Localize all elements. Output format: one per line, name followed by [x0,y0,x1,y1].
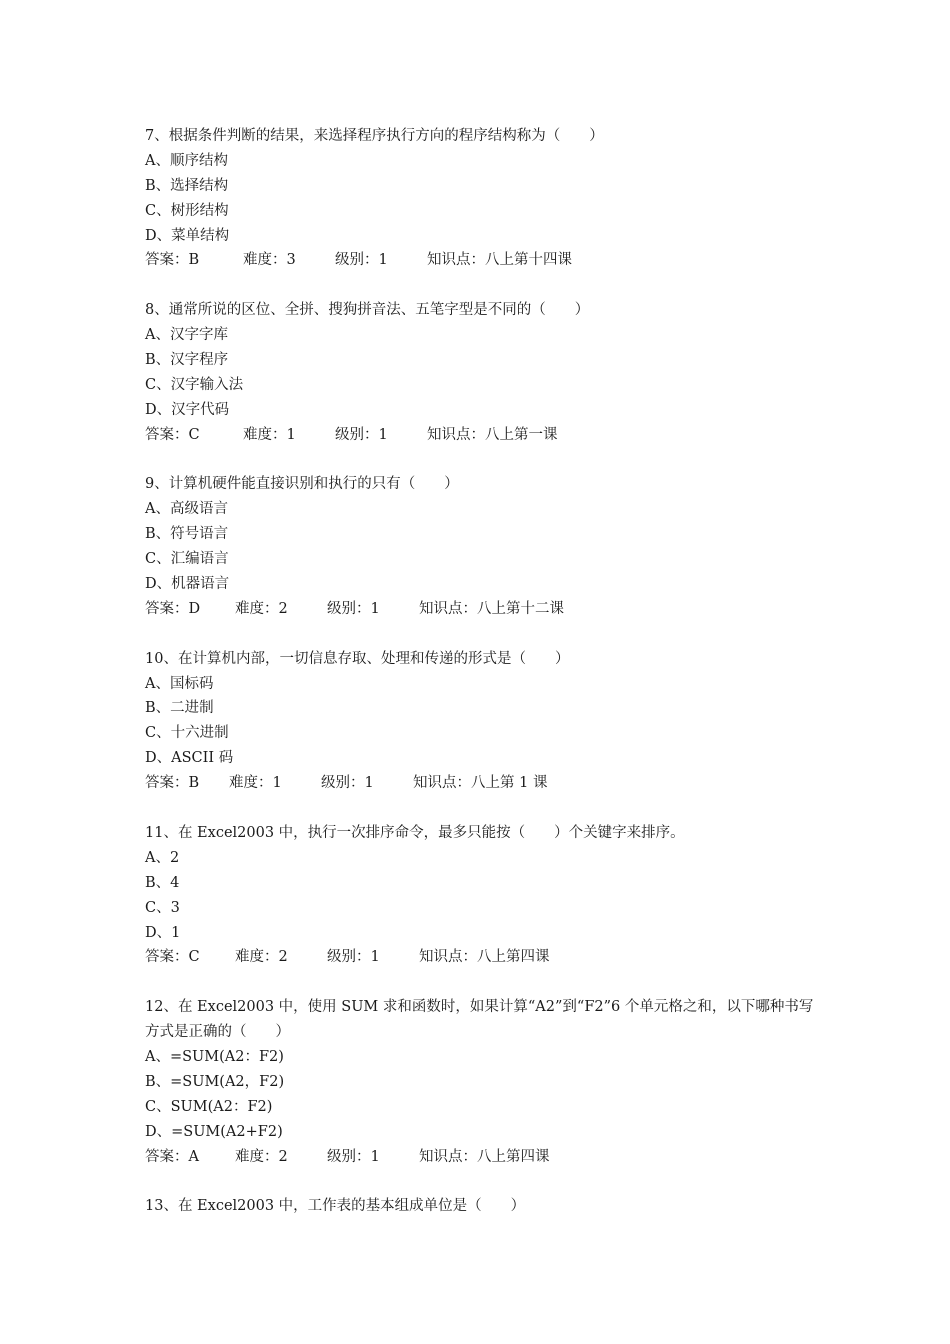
option-b: B、符号语言 [145,526,229,543]
answer: 答案：B [145,775,200,792]
answer: 答案：C [145,949,200,966]
question-stem: 8、通常所说的区位、全拼、搜狗拼音法、五笔字型是不同的（ ） [145,302,590,319]
question-stem: 12、在 Excel2003 中，使用 SUM 求和函数时，如果计算“A2”到“F2”6 个单元格之和，以下哪种书写方式是正确的（ ） [145,999,814,1041]
question-stem: 9、计算机硬件能直接识别和执行的只有（ ） [145,476,459,493]
difficulty: 难度：2 [235,949,288,966]
answer-row [145,1145,815,1170]
option-d: D、ASCII 码 [145,750,234,767]
difficulty: 难度：1 [243,426,296,443]
difficulty: 难度：3 [243,252,296,269]
option-c: C、SUM(A2：F2) [145,1098,273,1115]
option-a: A、高级语言 [145,501,228,518]
level: 级别：1 [327,1148,380,1165]
level: 级别：1 [335,426,388,443]
answer-row [145,597,815,622]
answer: 答案：A [145,1148,199,1165]
option-d: D、=SUM(A2+F2) [145,1123,283,1140]
option-d: D、1 [145,924,181,941]
option-b: B、二进制 [145,700,214,717]
option-a: A、汉字字库 [145,327,228,344]
answer-row [145,771,815,796]
option-d: D、机器语言 [145,576,230,593]
answer: 答案：D [145,600,201,617]
option-c: C、3 [145,899,180,916]
level: 级别：1 [335,252,388,269]
option-a: A、国标码 [145,675,214,692]
question-7 [145,124,815,273]
option-b: B、汉字程序 [145,352,229,369]
option-a: A、顺序结构 [145,152,228,169]
option-d: D、菜单结构 [145,227,230,244]
question-list [145,124,815,1244]
question-12 [145,995,815,1169]
option-c: C、树形结构 [145,202,229,219]
knowledge-point: 知识点：八上第 1 课 [413,775,548,792]
knowledge-point: 知识点：八上第四课 [419,949,550,966]
answer-row [145,248,815,273]
question-stem: 7、根据条件判断的结果，来选择程序执行方向的程序结构称为（ ） [145,128,604,144]
answer: 答案：B [145,252,200,269]
question-stem: 13、在 Excel2003 中，工作表的基本组成单位是（ ） [145,1198,526,1215]
level: 级别：1 [327,949,380,966]
question-11 [145,821,815,970]
option-b: B、4 [145,874,180,891]
option-c: C、汉字输入法 [145,376,244,393]
option-b: B、=SUM(A2，F2) [145,1073,285,1090]
option-d: D、汉字代码 [145,401,230,418]
answer-row [145,423,815,448]
question-8 [145,298,815,447]
difficulty: 难度：1 [229,775,282,792]
level: 级别：1 [327,600,380,617]
option-b: B、选择结构 [145,177,229,194]
question-10 [145,647,815,796]
option-a: A、2 [145,849,180,866]
question-stem: 11、在 Excel2003 中，执行一次排序命令，最多只能按（ ）个关键字来排序。 [145,824,685,841]
knowledge-point: 知识点：八上第一课 [427,426,558,443]
knowledge-point: 知识点：八上第十二课 [419,600,564,617]
option-c: C、十六进制 [145,725,229,742]
knowledge-point: 知识点：八上第十四课 [427,252,572,269]
question-13 [145,1194,815,1219]
answer: 答案：C [145,426,200,443]
difficulty: 难度：2 [235,1148,288,1165]
knowledge-point: 知识点：八上第四课 [419,1148,550,1165]
option-a: A、=SUM(A2：F2) [145,1048,284,1065]
option-c: C、汇编语言 [145,551,229,568]
answer-row [145,945,815,970]
level: 级别：1 [321,775,374,792]
difficulty: 难度：2 [235,600,288,617]
question-stem: 10、在计算机内部，一切信息存取、处理和传递的形式是（ ） [145,650,570,667]
question-9 [145,472,815,621]
